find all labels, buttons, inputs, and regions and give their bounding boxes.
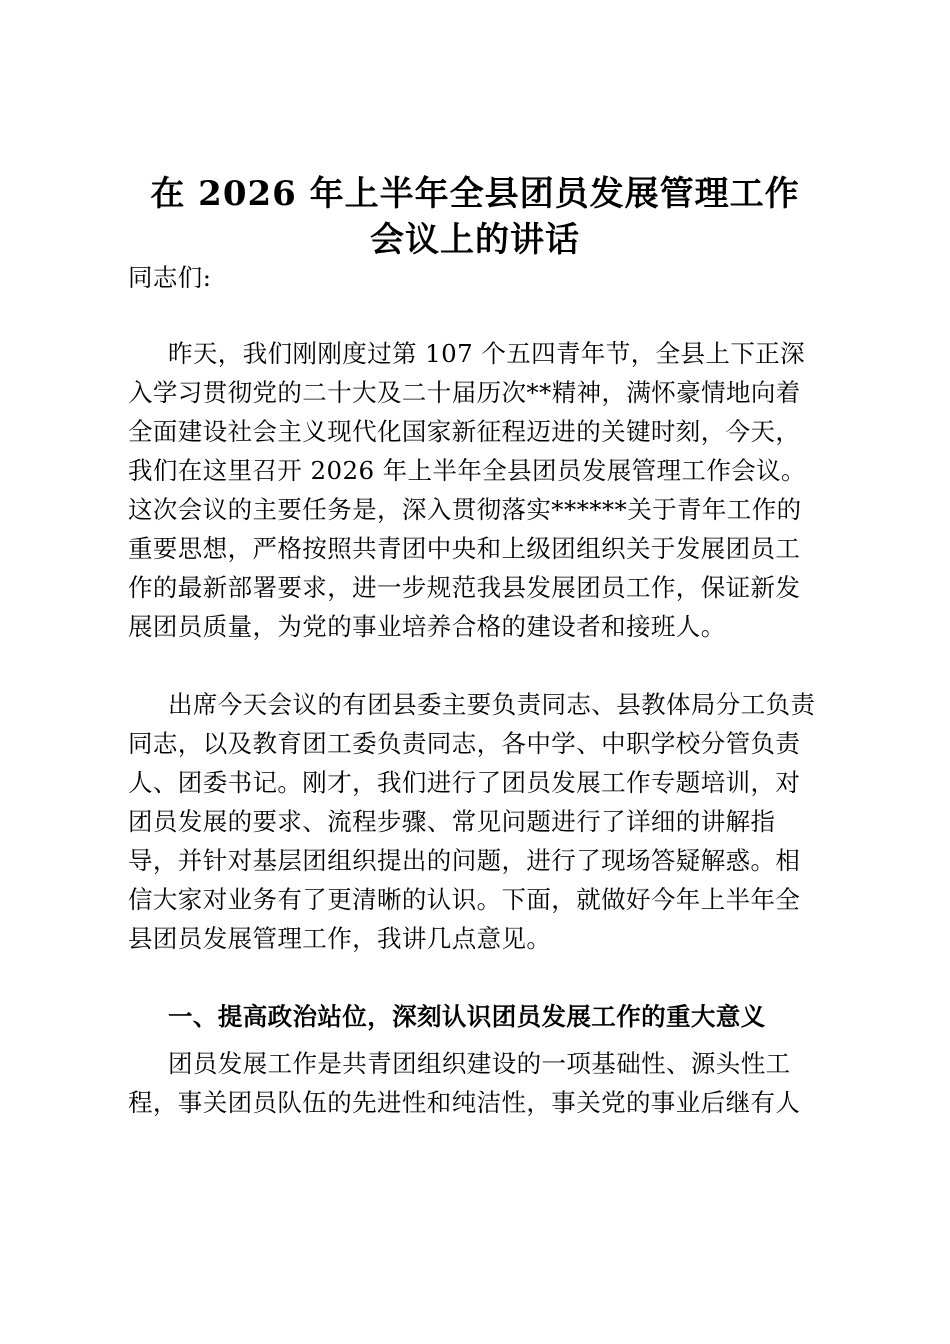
paragraph-line: 导，并针对基层团组织提出的问题，进行了现场答疑解惑。相 (128, 846, 801, 875)
document-title-line-1: 在 2026 年上半年全县团员发展管理工作 (150, 174, 800, 214)
paragraph-line: 团员发展的要求、流程步骤、常见问题进行了详细的讲解指 (128, 807, 776, 836)
paragraph-line: 同志，以及教育团工委负责同志，各中学、中职学校分管负责 (128, 729, 801, 758)
paragraph-line: 团员发展工作是共青团组织建设的一项基础性、源头性工 (168, 1049, 791, 1078)
paragraph-line: 信大家对业务有了更清晰的认识。下面，就做好今年上半年全 (128, 885, 801, 914)
paragraph-line: 这次会议的主要任务是，深入贯彻落实******关于青年工作的 (128, 495, 802, 524)
paragraph-line: 人、团委书记。刚才，我们进行了团员发展工作专题培训，对 (128, 768, 801, 797)
salutation: 同志们: (128, 263, 212, 292)
paragraph-line: 全面建设社会主义现代化国家新征程迈进的关键时刻，今天， (128, 417, 801, 446)
paragraph-line: 我们在这里召开 2026 年上半年全县团员发展管理工作会议。 (128, 456, 806, 485)
paragraph-line: 入学习贯彻党的二十大及二十届历次**精神，满怀豪情地向着 (128, 378, 801, 407)
paragraph-line: 县团员发展管理工作，我讲几点意见。 (128, 924, 552, 953)
document-title-line-2: 会议上的讲话 (370, 220, 580, 260)
paragraph-line: 出席今天会议的有团县委主要负责同志、县教体局分工负责 (168, 690, 816, 719)
section-heading: 一、提高政治站位，深刻认识团员发展工作的重大意义 (168, 1002, 766, 1031)
paragraph-line: 作的最新部署要求，进一步规范我县发展团员工作，保证新发 (128, 573, 801, 602)
paragraph-line: 重要思想，严格按照共青团中央和上级团组织关于发展团员工 (128, 534, 801, 563)
paragraph-line: 展团员质量，为党的事业培养合格的建设者和接班人。 (128, 612, 726, 641)
paragraph-line: 昨天，我们刚刚度过第 107 个五四青年节，全县上下正深 (168, 339, 806, 368)
paragraph-line: 程，事关团员队伍的先进性和纯洁性，事关党的事业后继有人 (128, 1088, 801, 1117)
